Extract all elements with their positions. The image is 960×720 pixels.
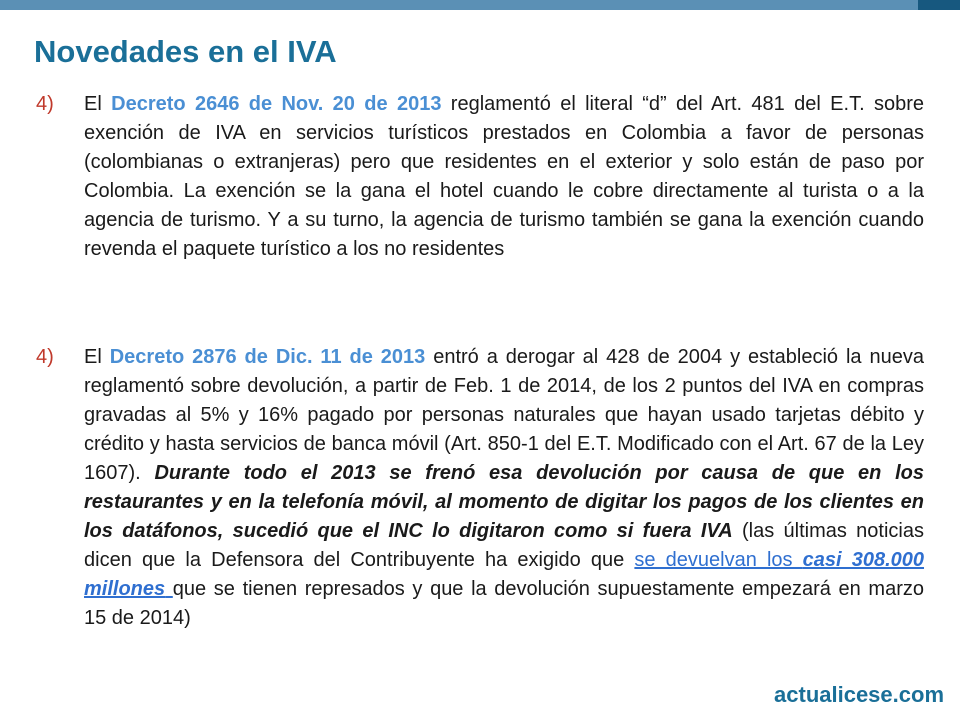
news-link[interactable]: se devuelvan los [634, 549, 803, 571]
text-run: El [84, 346, 110, 368]
list-item [36, 90, 924, 264]
list-item-text [84, 343, 924, 633]
list-item-number: 4) [36, 346, 54, 368]
decree-reference: Decreto 2646 de Nov. 20 de 2013 [111, 93, 442, 115]
decree-reference: Decreto 2876 de Dic. 11 de 2013 [109, 346, 426, 368]
brand-logo: actualicese.com [774, 682, 944, 707]
top-accent-bar-dark [918, 0, 960, 10]
top-accent-bar [0, 0, 918, 10]
news-link-emphasis[interactable]: casi 308.000 millones [84, 549, 925, 600]
text-run: entró a derogar al 428 de 2004 y estableció la nueva reglamentó sobre devolución, a partir de Feb. 1 de 2014, de los 2 puntos del IVA en compras gravadas al 5% y 16% pagado por personas naturales que hayan usado tarjetas débito y crédito y hasta servicios de banca móvil (Art. 850-1 del E.T. Modificado con el Art. 67 de la Ley 1607). [84, 346, 924, 484]
text-run: reglamentó el literal “d” del Art. 481 del E.T. sobre exención de IVA en servicios turísticos prestados en Colombia a favor de personas (colombianas o extranjeras) pero que residentes en el exterior y solo están de paso por Colombia. La exención se la gana el hotel cuando le cobre directamente al turista o a la agencia de turismo. Y a su turno, la agencia de turismo también se gana la exención cuando revenda el paquete turístico a los no residentes [84, 93, 925, 260]
slide-title: Novedades en el IVA [34, 34, 337, 69]
emphasis-text: Durante todo el 2013 se frenó esa devolución por causa de que en los restaurantes y en la telefonía móvil, al momento de digitar los pagos de los clientes en los datáfonos, sucedió que el INC lo digitaron como si fuera IVA [84, 462, 925, 542]
text-run: El [84, 93, 112, 115]
list-item-number: 4) [36, 93, 54, 115]
text-run: que se tienen represados y que la devolución supuestamente empezará en marzo 15 de 2014) [84, 578, 925, 629]
news-link[interactable] [165, 578, 173, 600]
list-item [36, 343, 924, 633]
text-run: (las últimas noticias dicen que la Defensora del Contribuyente ha exigido que [84, 520, 924, 571]
list-item-text [84, 90, 924, 264]
